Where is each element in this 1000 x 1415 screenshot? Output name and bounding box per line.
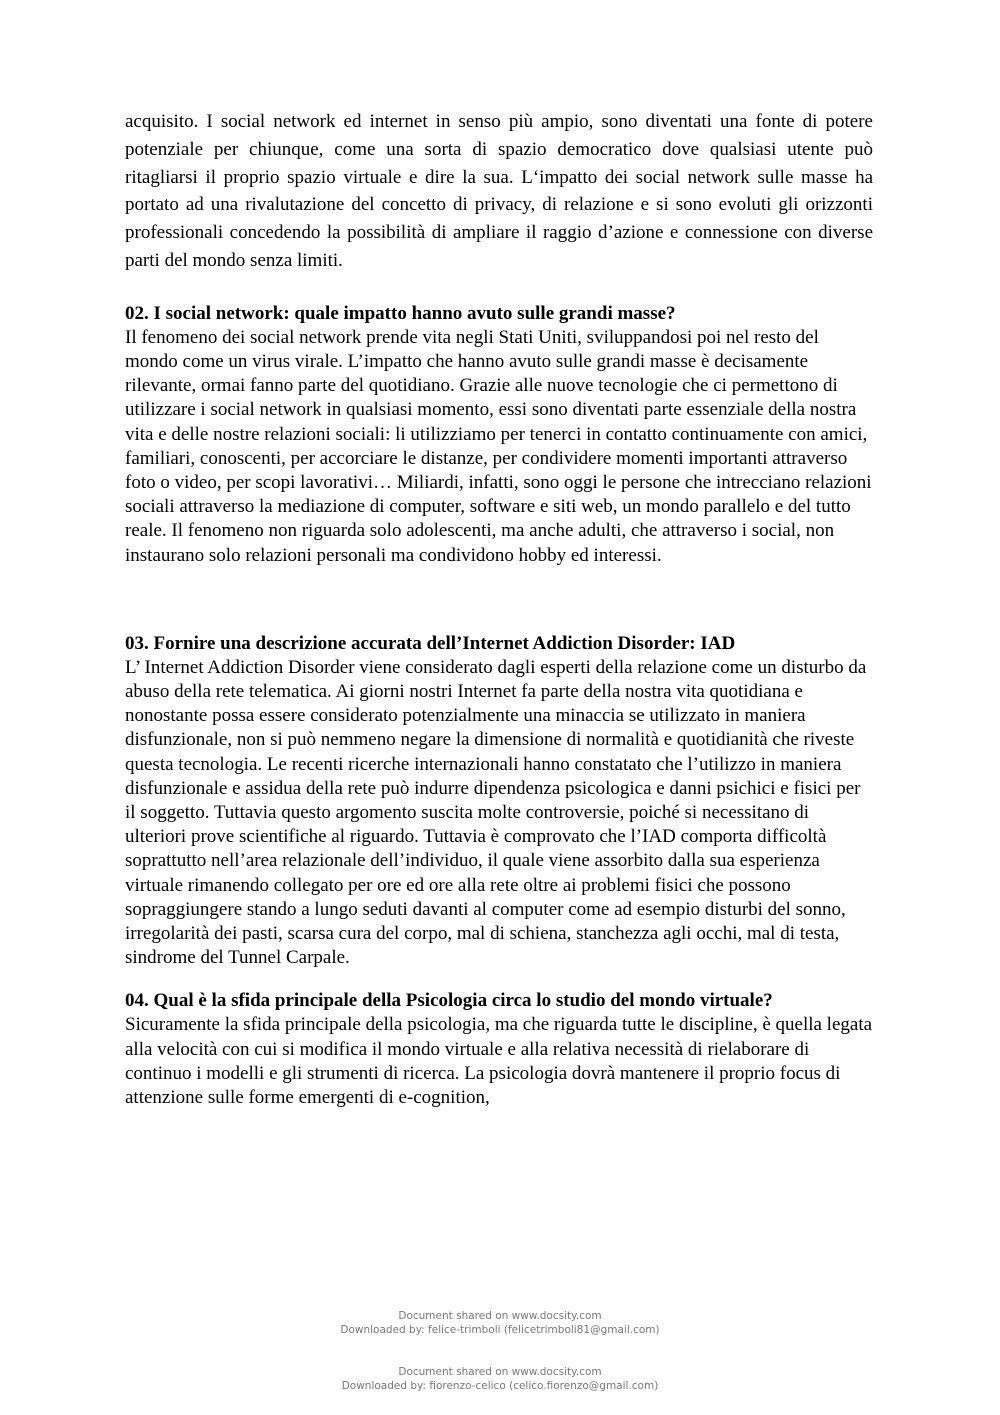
- docsity-footer: [0, 1309, 1000, 1337]
- section-heading: 03. Fornire una descrizione accurata dell’Internet Addiction Disorder: IAD: [125, 632, 736, 654]
- footer-shared-text: Document shared on www.docsity.com: [398, 1310, 602, 1322]
- section-heading: 04. Qual è la sfida principale della Psicologia circa lo studio del mondo virtuale?: [125, 990, 773, 1012]
- intro-paragraph: acquisito. I social network ed internet in senso più ampio, sono diventati una fonte di potere potenziale per chiunque, come una sorta di spazio democratico dove qualsiasi utente può ritagliarsi il proprio spazio virtuale e dire la sua. L‘impatto dei social network sulle masse ha portato ad una rivalutazione del concetto di privacy, di relazione e si sono evoluti gli orizzonti professionali concedendo la possibilità di ampliare il raggio d’azione e connessione con diverse parti del mondo senza limiti.: [125, 111, 873, 271]
- footer-shared-text: Document shared on www.docsity.com: [398, 1366, 602, 1378]
- section-02: [125, 302, 873, 568]
- section-body: L’ Internet Addiction Disorder viene considerato dagli esperti della relazione come un disturbo da abuso della rete telematica. Ai giorni nostri Internet fa parte della nostra vita quotidiana e nonostante possa essere considerato potenzialmente una minaccia se utilizzato in maniera disfunzionale, non si può nemmeno negare la dimensione di normalità e quotidianità che riveste questa tecnologia. Le recenti ricerche internazionali hanno constatato che l’utilizzo in maniera disfunzionale e assidua della rete può indurre dipendenza psicologica e danni psichici e fisici per il soggetto. Tuttavia questo argomento suscita molte controversie, poiché si necessitano di ulteriori prove scientifiche al riguardo. Tuttavia è comprovato che l’IAD comporta difficoltà soprattutto nell’area relazionale dell’individuo, il quale viene assorbito dalla sua esperienza virtuale rimanendo collegato per ore ed ore alla rete oltre ai problemi fisici che possono sopraggiungere stando a lungo seduti davanti al computer come ad esempio disturbi del sonno, irregolarità dei pasti, scarsa cura del corpo, mal di schiena, stanchezza agli occhi, mal di testa, sindrome del Tunnel Carpale.: [125, 656, 867, 969]
- footer-downloaded-text: Downloaded by: fiorenzo-celico (celico.fiorenzo@gmail.com): [341, 1380, 659, 1392]
- section-body: Sicuramente la sfida principale della psicologia, ma che riguarda tutte le discipline, è quella legata alla velocità con cui si modifica il mondo virtuale e alla relativa necessità di rielaborare di continuo i modelli e gli strumenti di ricerca. La psicologia dovrà mantenere il proprio focus di attenzione sulle forme emergenti di e-cognition,: [125, 1014, 873, 1109]
- docsity-footer: [0, 1365, 1000, 1393]
- section-body: Il fenomeno dei social network prende vita negli Stati Uniti, sviluppandosi poi nel resto del mondo come un virus virale. L’impatto che hanno avuto sulle grandi masse è decisamente rilevante, ormai fanno parte del quotidiano. Grazie alle nuove tecnologie che ci permettono di utilizzare i social network in qualsiasi momento, essi sono diventati parte essenziale della nostra vita e delle nostre relazioni sociali: li utilizziamo per tenerci in contatto continuamente con amici, familiari, conoscenti, per accorciare le distanze, per condividere momenti importanti attraverso foto o video, per scopi lavorativi… Miliardi, infatti, sono oggi le persone che intrecciano relazioni sociali attraverso la mediazione di computer, software e siti web, un mondo parallelo e del tutto reale. Il fenomeno non riguarda solo adolescenti, ma anche adulti, che attraverso i social, non instaurano solo relazioni personali ma condividono hobby ed interessi.: [125, 326, 872, 566]
- section-04: [125, 989, 873, 1110]
- document-page: [125, 108, 873, 1110]
- footer-downloaded-text: Downloaded by: felice-trimboli (felicetrimboli81@gmail.com): [340, 1324, 660, 1336]
- section-03: [125, 632, 873, 971]
- section-heading: 02. I social network: quale impatto hanno avuto sulle grandi masse?: [125, 302, 676, 324]
